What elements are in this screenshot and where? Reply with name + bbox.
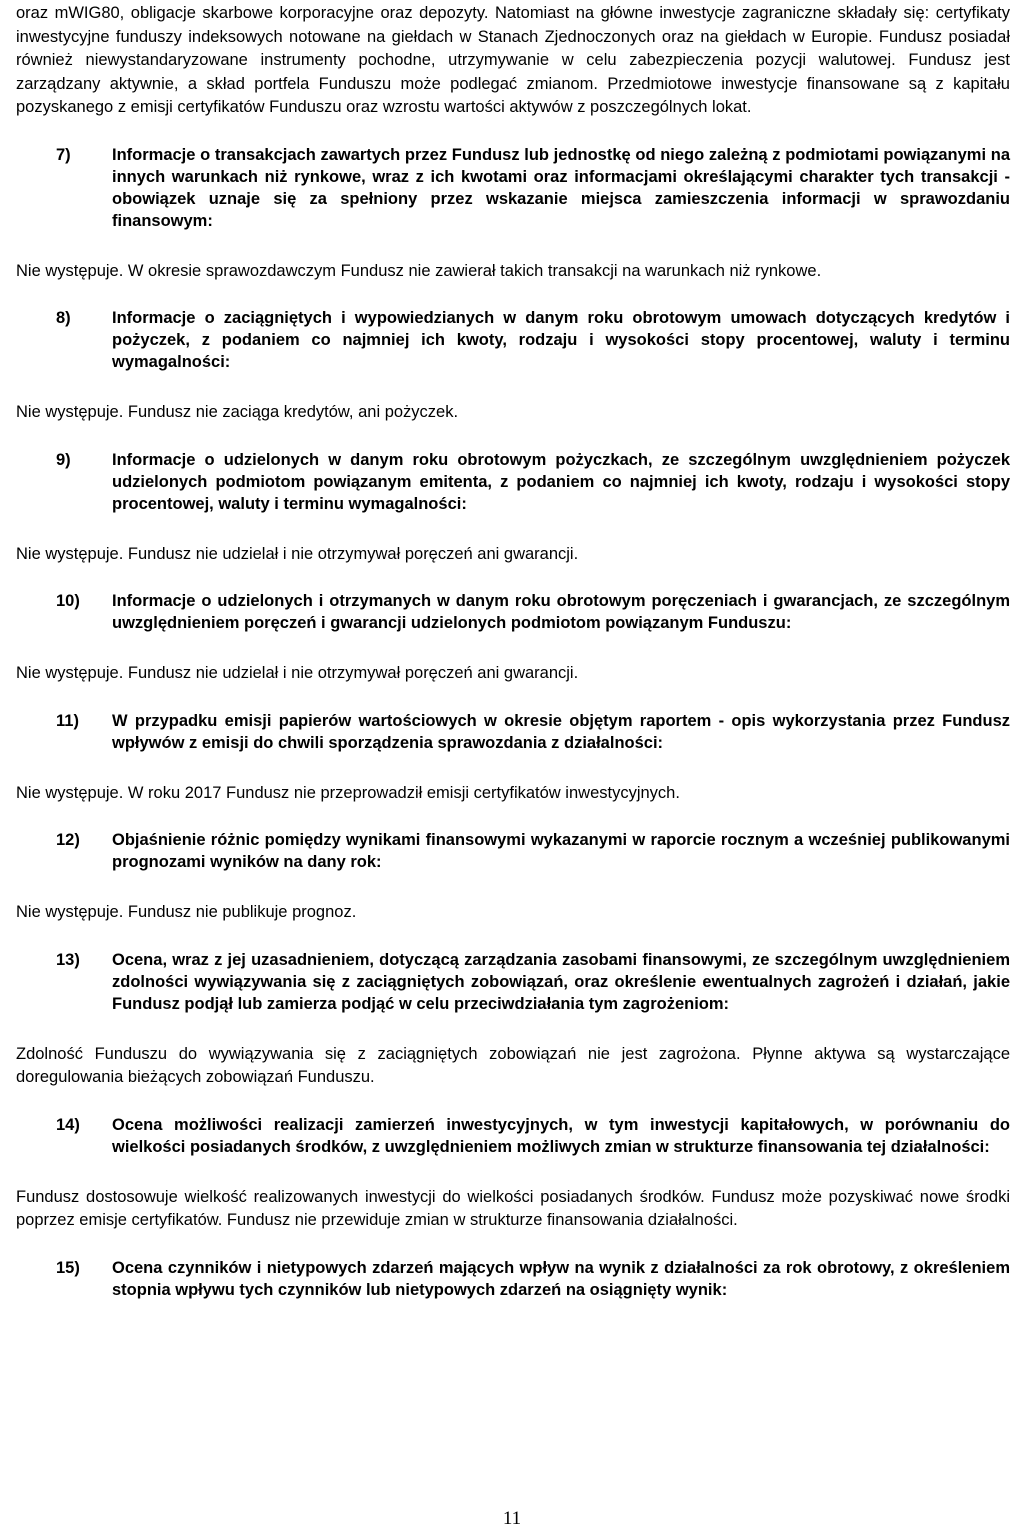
section-heading: Informacje o transakcjach zawartych przez Fundusz lub jednostkę od niego zależną z podmiotami powiązanymi na innych warunkach niż rynkowe, wraz z ich kwotami oraz informacjami określającymi charakter tych transakcji - obowiązek uznaje się za spełniony przez wskazanie miejsca zamieszczenia informacji w sprawozdaniu finansowym: — [112, 145, 1010, 230]
section-heading: Ocena, wraz z jej uzasadnieniem, dotyczącą zarządzania zasobami finansowymi, ze szczególnym uwzględnieniem zdolności wywiązywania się z zaciągniętych zobowiązań, oraz określenie ewentualnych zagrożeń i działań, jakie Fundusz podjął lub zamierza podjąć w celu przeciwdziałania tym zagrożeniom: — [112, 950, 1010, 1013]
section-answer: Nie występuje. Fundusz nie udzielał i nie otrzymywał poręczeń ani gwarancji. — [16, 544, 579, 563]
section-number: 13) — [56, 950, 80, 969]
section-number: 8) — [56, 309, 71, 327]
section-number: 12) — [56, 831, 80, 849]
page-number: 11 — [502, 1508, 522, 1529]
section-item-7 — [56, 144, 1010, 232]
section-answer: Nie występuje. W okresie sprawozdawczym Fundusz nie zawierał takich transakcji na warunkach niż rynkowe. — [16, 261, 822, 280]
section-number: 9) — [56, 450, 71, 469]
section-number: 10) — [56, 592, 80, 610]
section-answer: Fundusz dostosowuje wielkość realizowanych inwestycji do wielkości posiadanych środków. Fundusz może pozyskiwać nowe środki poprzez emisje certyfikatów. Fundusz nie przewiduje zmian w strukturze finansowania działalności. — [16, 1187, 1010, 1229]
section-item-15 — [56, 1257, 1010, 1301]
intro-paragraph: oraz mWIG80, obligacje skarbowe korporacyjne oraz depozyty. Natomiast na główne inwestycje zagraniczne składały się: certyfikaty inwestycyjne funduszy indeksowych notowane na giełdach w Stanach Zjednoczonych oraz na giełdach w Europie. Fundusz posiadał również niewystandaryzowane instrumenty pochodne, utrzymywanie w celu zabezpieczenia pozycji walutowej. Fundusz jest zarządzany aktywnie, a skład portfela Funduszu może podlegać zmianom. Przedmiotowe inwestycje finansowane są z kapitału pozyskanego z emisji certyfikatów Funduszu oraz wzrostu wartości aktywów z poszczególnych lokat. — [16, 4, 1010, 116]
section-number: 11) — [56, 711, 79, 730]
section-answer: Nie występuje. W roku 2017 Fundusz nie przeprowadził emisji certyfikatów inwestycyjnych. — [16, 783, 680, 802]
section-item-10 — [56, 590, 1010, 634]
section-item-12 — [56, 829, 1010, 873]
section-answer: Zdolność Funduszu do wywiązywania się z zaciągniętych zobowiązań nie jest zagrożona. Płynne aktywa są wystarczające doregulowania bieżących zobowiązań Funduszu. — [16, 1044, 1010, 1086]
section-heading: Ocena możliwości realizacji zamierzeń inwestycyjnych, w tym inwestycji kapitałowych, w porównaniu do wielkości posiadanych środków, z uwzględnieniem możliwych zmian w strukturze finansowania tej działalności: — [112, 1115, 1010, 1156]
section-answer: Nie występuje. Fundusz nie udzielał i nie otrzymywał poręczeń ani gwarancji. — [16, 664, 579, 682]
section-item-14 — [56, 1114, 1010, 1158]
section-number: 15) — [56, 1258, 80, 1277]
section-item-13 — [56, 949, 1010, 1015]
section-heading: Informacje o udzielonych i otrzymanych w danym roku obrotowym poręczeniach i gwarancjach, ze szczególnym uwzględnieniem poręczeń i gwarancji udzielonych podmiotom powiązanym Funduszu: — [112, 592, 1010, 632]
section-item-8 — [56, 307, 1010, 373]
section-number: 7) — [56, 145, 71, 164]
section-heading: Objaśnienie różnic pomiędzy wynikami finansowymi wykazanymi w raporcie rocznym a wcześniej publikowanymi prognozami wyników na dany rok: — [112, 831, 1010, 871]
section-answer: Nie występuje. Fundusz nie publikuje prognoz. — [16, 903, 357, 921]
section-heading: W przypadku emisji papierów wartościowych w okresie objętym raportem - opis wykorzystania przez Fundusz wpływów z emisji do chwili sporządzenia sprawozdania z działalności: — [112, 711, 1010, 752]
section-heading: Informacje o zaciągniętych i wypowiedzianych w danym roku obrotowym umowach dotyczących kredytów i pożyczek, z podaniem co najmniej ich kwoty, rodzaju i wysokości stopy procentowej, waluty i terminu wymagalności: — [112, 309, 1010, 371]
section-heading: Informacje o udzielonych w danym roku obrotowym pożyczkach, ze szczególnym uwzględnieniem pożyczek udzielonych podmiotom powiązanym emitenta, z podaniem co najmniej ich kwoty, rodzaju i wysokości stopy procentowej, waluty i terminu wymagalności: — [112, 450, 1010, 513]
section-number: 14) — [56, 1115, 80, 1134]
section-answer: Nie występuje. Fundusz nie zaciąga kredytów, ani pożyczek. — [16, 403, 459, 421]
section-item-9 — [56, 449, 1010, 515]
section-heading: Ocena czynników i nietypowych zdarzeń mających wpływ na wynik z działalności za rok obrotowy, z określeniem stopnia wpływu tych czynników lub nietypowych zdarzeń na osiągnięty wynik: — [112, 1258, 1010, 1299]
section-item-11 — [56, 710, 1010, 754]
